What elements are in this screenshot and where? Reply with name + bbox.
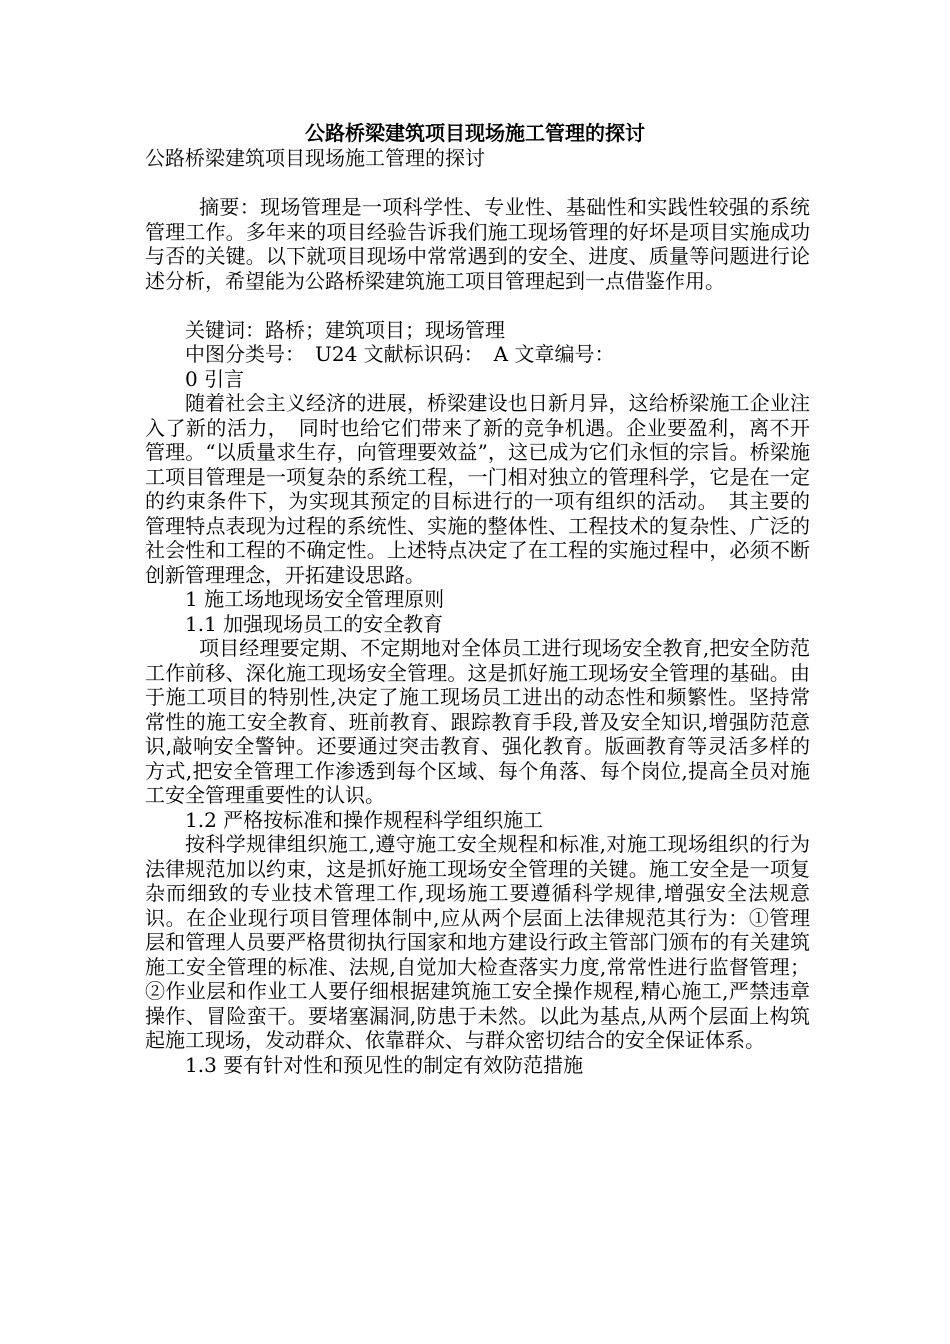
section-heading-0: 0 引言	[185, 366, 245, 391]
abstract-paragraph: 摘要：现场管理是一项科学性、专业性、基础性和实践性较强的系统管理工作。多年来的项目经验告诉我们施工现场管理的好坏是项目实施成功与否的关键。以下就项目现场中常常遇到的安全、进度、质量等问题进行论述分析，希望能为公路桥梁建筑施工项目管理起到一点借鉴作用。	[145, 195, 810, 293]
document-body	[145, 146, 810, 1077]
section-heading-1-1: 1.1 加强现场员工的安全教育	[185, 611, 444, 636]
section-heading-1-2: 1.2 严格按标准和操作规程科学组织施工	[185, 807, 544, 832]
spacer	[145, 293, 810, 318]
classification-line: 中图分类号： U24 文献标识码： A 文章编号：	[185, 342, 615, 366]
document-title: 公路桥梁建筑项目现场施工管理的探讨	[305, 121, 645, 145]
section-paragraph-0: 随着社会主义经济的进展，桥梁建设也日新月异，这给桥梁施工企业注入了新的活力， 同时也给它们带来了新的竞争机遇。企业要盈利，离不开管理。“以质量求生存，向管理要效益”，这已成为它们永恒的宗旨。桥梁施工项目管理是一项复杂的系统工程，一门相对独立的管理科学，它是在一定的约束条件下，为实现其预定的目标进行的一项有组织的活动。 其主要的管理特点表现为过程的系统性、实施的整体性、工程技术的复杂性、广泛的社会性和工程的不确定性。上述特点决定了在工程的实施过程中，必须不断创新管理理念，开拓建设思路。	[145, 391, 810, 587]
section-paragraph-1-2: 按科学规律组织施工,遵守施工安全规程和标准,对施工现场组织的行为法律规范加以约束，这是抓好施工现场安全管理的关键。施工安全是一项复杂而细致的专业技术管理工作,现场施工要遵循科学规律,增强安全法规意识。在企业现行项目管理体制中,应从两个层面上法律规范其行为：①管理层和管理人员要严格贯彻执行国家和地方建设行政主管部门颁布的有关建筑施工安全管理的标准、法规,自觉加大检查落实力度,常常性进行监督管理；②作业层和作业工人要仔细根据建筑施工安全操作规程,精心施工,严禁违章操作、冒险蛮干。要堵塞漏洞,防患于未然。以此为基点,从两个层面上构筑起施工现场，发动群众、依靠群众、与群众密切结合的安全保证体系。	[145, 832, 810, 1052]
keywords-line: 关键词：路桥；建筑项目；现场管理	[185, 317, 505, 342]
spacer	[145, 171, 810, 196]
section-paragraph-1-1: 项目经理要定期、不定期地对全体员工进行现场安全教育,把安全防范工作前移、深化施工现场安全管理。这是抓好施工现场安全管理的基础。由于施工项目的特别性,决定了施工现场员工进出的动态性和频繁性。坚持常常性的施工安全教育、班前教育、跟踪教育手段,普及安全知识,增强防范意识,敲响安全警钟。还要通过突击教育、强化教育。版画教育等灵活多样的方式,把安全管理工作渗透到每个区域、每个角落、每个岗位,提高全员对施工安全管理重要性的认识。	[145, 636, 810, 807]
section-heading-1: 1 施工场地现场安全管理原则	[185, 587, 445, 611]
section-heading-1-3: 1.3 要有针对性和预见性的制定有效防范措施	[185, 1052, 584, 1077]
document-subtitle: 公路桥梁建筑项目现场施工管理的探讨	[145, 146, 485, 170]
